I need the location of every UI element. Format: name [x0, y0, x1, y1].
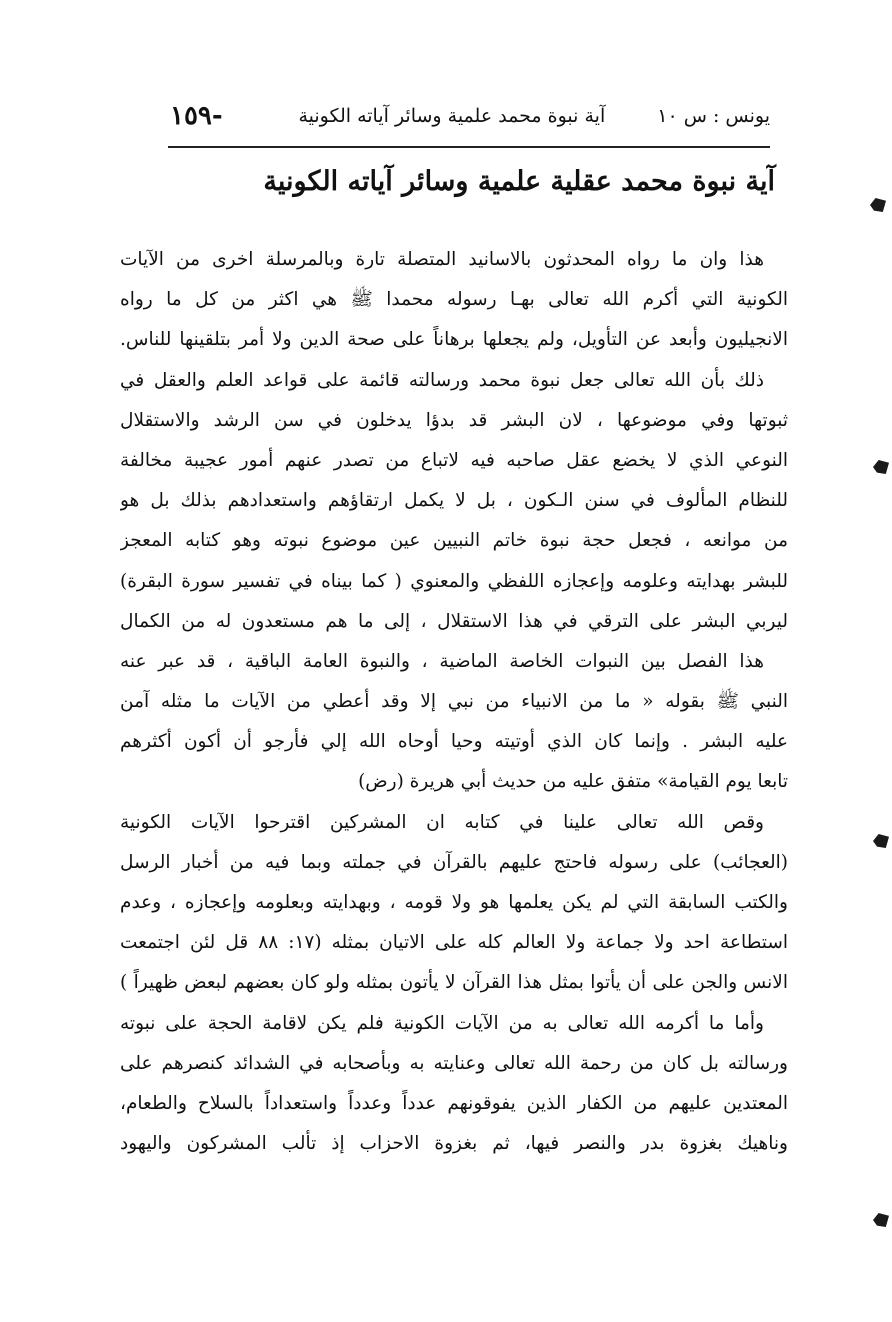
- decorative-mark-icon: [870, 198, 886, 212]
- text-line: الانجيليون وأبعد عن التأويل، ولم يجعلها برهاناً على صحة الدين ولا أمر بتلقينها للناس.: [120, 329, 788, 351]
- text-line: والكتب السابقة التي لم يكن يعلمها هو ولا قومه ، وبهدايته وبعلومه وإعجازه ، وعدم: [120, 892, 788, 913]
- text-line: تابعا يوم القيامة» متفق عليه من حديث أبي هريرة (رض): [358, 771, 788, 793]
- text-line: من موانعه ، فجعل حجة نبوة خاتم النبيين عين موضوع نبوته وهو كتابه المعجز: [120, 530, 788, 552]
- text-line: ليربي البشر على الترقي في هذا الاستقلال ، إلى ما هم مستعدون له من الكمال: [120, 610, 788, 632]
- text-line: المعتدين عليهم من الكفار الذين يفوقونهم عدداً وعدداً واستعداداً بالسلاح والطعام،: [120, 1092, 788, 1114]
- body-text: [120, 240, 788, 1164]
- running-head-reference: يونس : س ١٠: [657, 105, 770, 127]
- text-line: وأما ما أكرمه الله تعالى به من الآيات الكونية فلم يكن لاقامة الحجة على نبوته: [120, 1012, 764, 1034]
- text-line: ذلك بأن الله تعالى جعل نبوة محمد ورسالته قائمة على قواعد العلم والعقل في: [120, 369, 764, 391]
- section-heading: آية نبوة محمد عقلية علمية وسائر آياته الكونية: [263, 166, 775, 197]
- text-line: ورسالته بل كان من رحمة الله تعالى وعنايته به وبأصحابه في الشدائد كنصرهم على: [120, 1052, 788, 1074]
- text-line: (العجائب) على رسوله فاحتج عليهم بالقرآن في جملته وبما فيه من أخبار الرسل: [120, 851, 788, 873]
- text-line: الانس والجن على أن يأتوا بمثل هذا القرآن لا يأتون بمثله ولو كان بعضهم لبعض ظهيراً ): [120, 972, 788, 994]
- text-line: عليه البشر . وإنما كان الذي أوتيته وحيا أوحاه الله إلي فأرجو أن أكون أكثرهم: [120, 731, 788, 753]
- decorative-mark-icon: [873, 1213, 889, 1227]
- decorative-mark-icon: [873, 834, 889, 848]
- text-line: للبشر بهدايته وعلومه وإعجازه اللفظي والمعنوي ( كما بيناه في تفسير سورة البقرة): [120, 570, 788, 592]
- text-line: وناهيك بغزوة بدر والنصر فيها، ثم بغزوة الاحزاب إذ تألب المشركون واليهود: [120, 1133, 788, 1155]
- text-line: ثبوتها وفي موضوعها ، لان البشر قد بدؤا يدخلون في سن الرشد والاستقلال: [120, 409, 788, 431]
- header-divider: [168, 146, 770, 148]
- running-head: [170, 98, 770, 134]
- text-line: وقص الله تعالى علينا في كتابه ان المشركين اقترحوا الآيات الكونية: [120, 811, 764, 833]
- running-head-title: آية نبوة محمد علمية وسائر آياته الكونية: [298, 105, 606, 127]
- text-line: هذا الفصل بين النبوات الخاصة الماضية ، والنبوة العامة الباقية ، قد عبر عنه: [120, 650, 764, 672]
- page-number: -١٥٩: [170, 101, 223, 131]
- text-line: للنظام المألوف في سنن الـكون ، بل لا يكمل ارتقاؤهم واستعدادهم بذلك بل هو: [120, 490, 788, 512]
- text-line: النبي ﷺ بقوله « ما من الانبياء من نبي إلا وقد أعطي من الآيات ما مثله آمن: [120, 691, 788, 713]
- text-line: الكونية التي أكرم الله تعالى بهـا رسوله محمدا ﷺ هي اكثر من كل ما رواه: [120, 289, 788, 311]
- text-line: هذا وان ما رواه المحدثون بالاسانيد المتصلة تارة وبالمرسلة اخرى من الآيات: [120, 249, 764, 270]
- decorative-mark-icon: [873, 460, 889, 474]
- text-line: النوعي الذي لا يخضع عقل صاحبه فيه لاتباع من تصدر عنهم أمور عجيبة مخالفة: [120, 449, 788, 471]
- text-line: استطاعة احد ولا جماعة ولا العالم كله على الاتيان بمثله (١٧: ٨٨ قل لئن اجتمعت: [120, 932, 788, 954]
